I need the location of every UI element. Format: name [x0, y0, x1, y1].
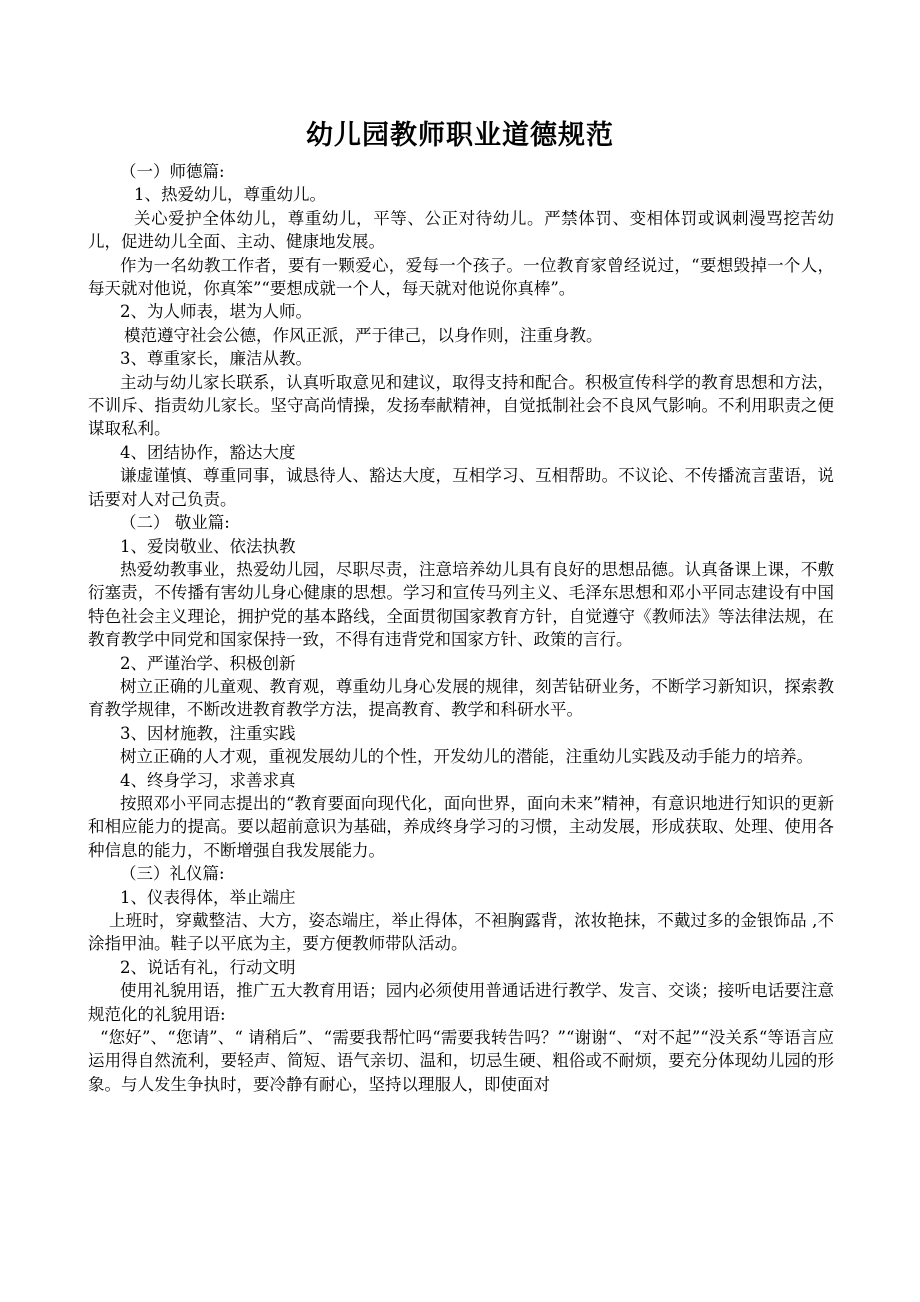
document-title: 幼儿园教师职业道德规范	[306, 120, 614, 151]
paragraph: 使用礼貌用语，推广五大教育用语；园内必须使用普通话进行教学、发言、交谈；接听电话要注意规范化的礼貌用语:	[88, 981, 834, 1024]
subsection-heading: 1、爱岗敬业、依法执教	[120, 536, 296, 556]
subsection-heading: 3、尊重家长，廉洁从教。	[120, 349, 312, 369]
section-heading: （二） 敬业篇:	[120, 513, 230, 533]
paragraph: 谦虚谨慎、尊重同事，诚恳待人、豁达大度，互相学习、互相帮助。不议论、不传播流言蜚语，说话要对人对己负责。	[88, 466, 834, 509]
paragraph: 热爱幼教事业，热爱幼儿园，尽职尽责，注意培养幼儿具有良好的思想品德。认真备课上课，不敷衍塞责，不传播有害幼儿身心健康的思想。学习和宣传马列主义、毛泽东思想和邓小平同志建设有中国特色社会主义理论，拥护党的基本路线，全面贯彻国家教育方针，自觉遵守《教师法》等法律法规，在教育教学中同党和国家保持一致，不得有违背党和国家方针、政策的言行。	[88, 559, 834, 650]
section-heading: （一）师德篇:	[120, 162, 225, 181]
paragraph: 按照邓小平同志提出的“教育要面向现代化，面向世界，面向未来”精神，有意识地进行知识的更新和相应能力的提高。要以超前意识为基础，养成终身学习的习惯，主动发展，形成获取、处理、使用各种信息的能力，不断增强自我发展能力。	[88, 793, 834, 860]
subsection-heading: 2、严谨治学、积极创新	[120, 653, 296, 673]
paragraph: 上班时，穿戴整洁、大方，姿态端庄，举止得体，不袒胸露背，浓妆艳抹，不戴过多的金银饰品 ,不涂指甲油。鞋子以平底为主，要方便教师带队活动。	[88, 911, 834, 954]
paragraph: 关心爱护全体幼儿，尊重幼儿，平等、公正对待幼儿。严禁体罚、变相体罚或讽刺漫骂挖苦幼儿，促进幼儿全面、主动、健康地发展。	[88, 208, 834, 252]
subsection-heading: 2、为人师表，堪为人师。	[120, 302, 312, 322]
section-heading: （三）礼仪篇:	[120, 864, 225, 884]
subsection-heading: 4、终身学习，求善求真	[120, 770, 296, 790]
subsection-heading: 1、仪表得体，举止端庄	[120, 887, 296, 907]
document-body	[88, 160, 834, 1096]
paragraph: 树立正确的人才观，重视发展幼儿的个性，开发幼儿的潜能，注重幼儿实践及动手能力的培养。	[120, 747, 813, 767]
paragraph: 作为一名幼教工作者，要有一颗爱心，爱每一个孩子。一位教育家曾经说过，“要想毁掉一个人，每天就对他说，你真笨”“要想成就一个人，每天就对他说你真棒”。	[88, 255, 834, 299]
paragraph: “您好”、“您请”、“ 请稍后”、“需要我帮忙吗“需要我转告吗？”“谢谢“、“对不起”“没关系“等语言应运用得自然流利，要轻声、简短、语气亲切、温和，切忌生硬、粗俗或不耐烦，要充分体现幼儿园的形象。与人发生争执时，要冷静有耐心，坚持以理服人，即使面对	[88, 1028, 834, 1094]
subsection-heading: 2、说话有礼，行动文明	[120, 957, 296, 977]
paragraph: 主动与幼儿家长联系，认真听取意见和建议，取得支持和配合。积极宣传科学的教育思想和方法，不训斥、指责幼儿家长。坚守高尚情操，发扬奉献精神，自觉抵制社会不良风气影响。不利用职责之便谋取私利。	[88, 372, 834, 439]
paragraph: 模范遵守社会公德，作风正派，严于律己，以身作则，注重身教。	[124, 325, 603, 345]
subsection-heading: 1、热爱幼儿，尊重幼儿。	[134, 185, 326, 205]
subsection-heading: 4、团结协作，豁达大度	[120, 442, 296, 462]
subsection-heading: 3、因材施教，注重实践	[120, 723, 296, 743]
paragraph: 树立正确的儿童观、教育观，尊重幼儿身心发展的规律，刻苦钻研业务，不断学习新知识，探索教育教学规律，不断改进教育教学方法，提高教育、教学和科研水平。	[88, 676, 834, 720]
